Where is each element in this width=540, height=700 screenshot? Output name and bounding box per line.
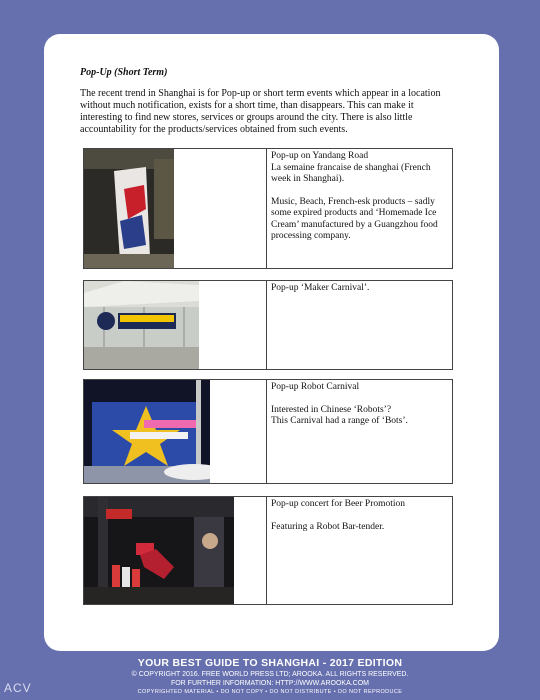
watermark: ACV: [4, 681, 32, 695]
event-text-1: Pop-up concert for Beer Promotion: [271, 499, 406, 509]
event-text-1: Pop-up ‘Maker Carnival’.: [271, 283, 370, 293]
event-row-beer-concert: [83, 496, 453, 605]
event-text-1: Pop-up Robot Carnival: [271, 382, 360, 392]
event-text-1: Pop-up on Yandang Road La semaine francaise de shanghai (French week in Shanghai).: [271, 151, 431, 184]
event-row-robot-carnival: [83, 379, 453, 484]
event-description: [267, 281, 452, 369]
event-description: [267, 380, 452, 483]
event-text-2: Music, Beach, French-esk products – sadly some expired products and ‘Homemade Ice Cream’ manufactured by a Guangzhou food processing company.: [271, 196, 438, 241]
banner-photo: [84, 149, 174, 268]
document-page: [44, 34, 499, 651]
footer-info-link[interactable]: FOR FURTHER INFORMATION: HTTP://WWW.AROOKA.COM: [170, 680, 370, 687]
section-title: Pop-Up (Short Term): [80, 67, 168, 78]
event-image-cell: [84, 281, 267, 369]
event-image-cell: [84, 149, 267, 268]
event-image-cell: [84, 380, 267, 483]
event-row-yandang: [83, 148, 453, 269]
event-text-2: Interested in Chinese ‘Robots’? This Carnival had a range of ‘Bots’.: [271, 404, 408, 426]
footer-copyright: © COPYRIGHT 2016. FREE WORLD PRESS LTD; AROOKA. ALL RIGHTS RESERVED.: [131, 671, 409, 678]
footer-headline: YOUR BEST GUIDE TO SHANGHAI - 2017 EDITION: [137, 657, 403, 669]
footer-notice: COPYRIGHTED MATERIAL • DO NOT COPY • DO NOT DISTRIBUTE • DO NOT REPRODUCE: [137, 689, 403, 695]
event-description: [267, 497, 452, 604]
event-row-maker-carnival: [83, 280, 453, 370]
event-text-2: Featuring a Robot Bar-tender.: [271, 521, 385, 532]
stage-photo: [84, 380, 210, 483]
event-image-cell: [84, 497, 267, 604]
intro-paragraph: The recent trend in Shanghai is for Pop-up or short term events which appear in a location without much notification, exists for a short time, than disappears. This can make it interesting to find new stores, services or groups around the city. There is also little accountability for the products/services obtained from such events.: [80, 88, 441, 135]
tent-photo: [84, 281, 199, 369]
concert-photo: [84, 497, 234, 604]
event-description: [267, 149, 452, 268]
